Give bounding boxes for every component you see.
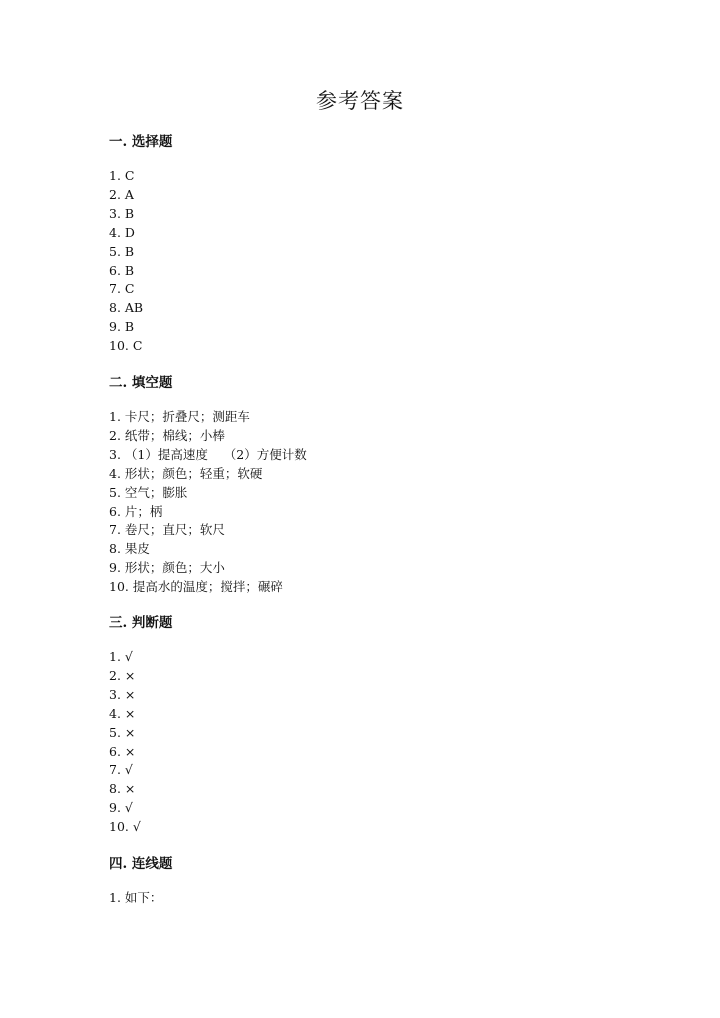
answer-item: 1. 卡尺；折叠尺；测距车 <box>109 409 250 424</box>
answer-list <box>109 889 669 908</box>
answer-list <box>109 167 669 356</box>
answer-item: 2. A <box>109 186 134 202</box>
section-matching <box>109 854 669 908</box>
page-title: 参考答案 <box>316 89 404 113</box>
answer-item: 6. × <box>109 743 136 759</box>
answer-item: 6. 片；柄 <box>109 503 163 519</box>
answer-list <box>109 648 669 837</box>
answer-item: 9. B <box>109 319 135 335</box>
answer-item: 8. 果皮 <box>109 541 150 557</box>
answer-item: 10. √ <box>109 819 141 835</box>
answer-item: 2. 纸带；棉线；小棒 <box>109 427 225 443</box>
section-multiple-choice <box>109 132 669 356</box>
answer-item: 9. 形状；颜色；大小 <box>109 560 225 576</box>
section-heading: 一. 选择题 <box>109 134 173 150</box>
answer-item: 4. D <box>109 224 135 240</box>
section-heading: 四. 连线题 <box>109 856 173 872</box>
answer-item: 6. B <box>109 262 135 278</box>
answer-item: 1. √ <box>109 649 133 664</box>
answer-item: 4. 形状；颜色；轻重；软硬 <box>109 465 263 481</box>
answer-item: 7. √ <box>109 762 133 778</box>
answer-item: 7. 卷尺；直尺；软尺 <box>109 522 225 538</box>
answer-item: 1. 如下： <box>109 890 163 905</box>
answer-item: 10. 提高水的温度；搅拌；碾碎 <box>109 579 283 595</box>
answer-item: 7. C <box>109 281 135 297</box>
answer-item: 5. B <box>109 243 135 259</box>
answer-item: 3. × <box>109 686 136 702</box>
section-true-false <box>109 613 669 837</box>
answer-item: 4. × <box>109 705 136 721</box>
section-heading: 三. 判断题 <box>109 615 173 631</box>
section-fill-in-blank <box>109 373 669 597</box>
answer-item: 1. C <box>109 168 135 183</box>
answer-item: 9. √ <box>109 800 133 816</box>
answer-item: 5. × <box>109 724 136 740</box>
answer-item: 10. C <box>109 338 143 354</box>
answer-item: 8. AB <box>109 300 144 316</box>
section-heading: 二. 填空题 <box>109 375 173 391</box>
answer-list <box>109 408 669 597</box>
answer-item: 2. × <box>109 667 136 683</box>
answer-item: 3. （1）提高速度 （2）方便计数 <box>109 446 307 462</box>
answer-item: 3. B <box>109 205 135 221</box>
answer-item: 5. 空气；膨胀 <box>109 484 188 500</box>
answer-item: 8. × <box>109 781 136 797</box>
